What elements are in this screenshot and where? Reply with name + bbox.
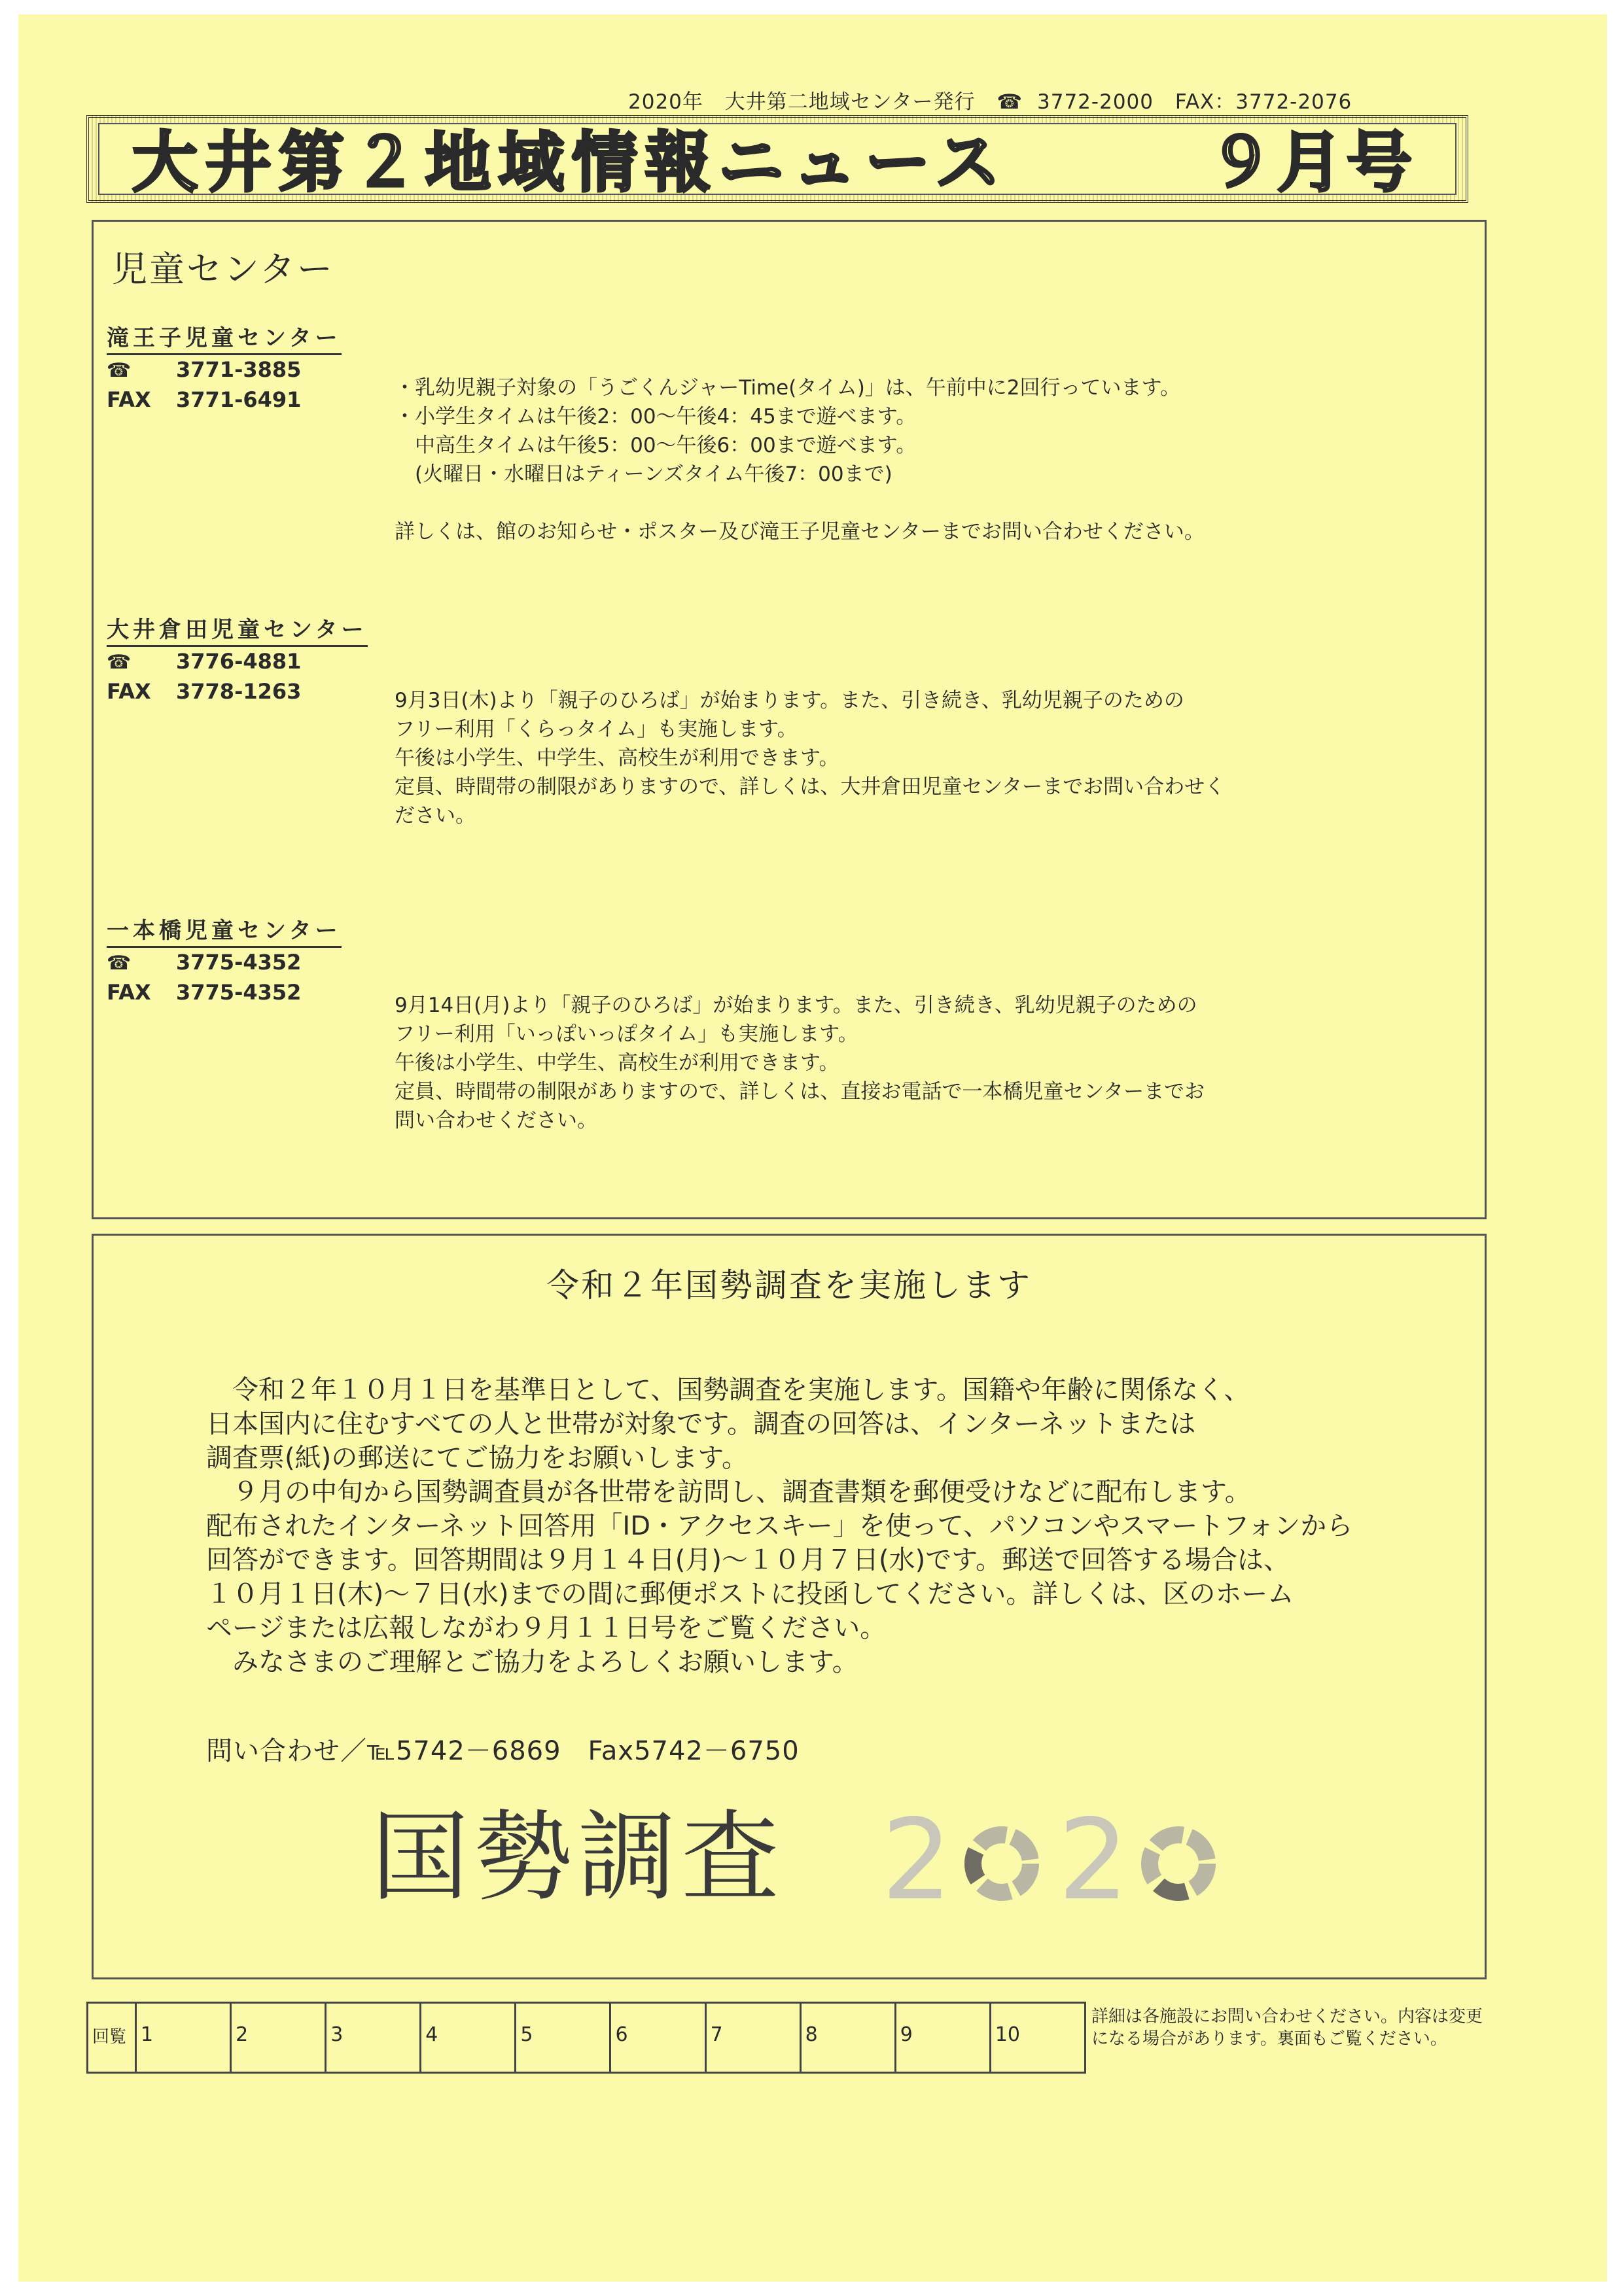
center-name: 大井倉田児童センター: [107, 612, 368, 647]
publisher-name: 大井第二地域センター発行: [724, 90, 976, 114]
publish-year: 2020年: [628, 90, 703, 114]
publisher-phone: 3772-2000: [1037, 90, 1154, 114]
circulation-slot: 6: [610, 2003, 705, 2073]
center-fax: FAX 3778-1263: [107, 679, 302, 704]
census-2020-logo: [371, 1796, 1379, 1925]
issue-label: ９月号: [1208, 124, 1416, 201]
newsletter-title: 大井第２地域情報ニュース: [132, 124, 1008, 201]
census-logo-text: 国勢調査: [371, 1801, 785, 1915]
publisher-line: [628, 85, 1381, 114]
circulation-slot: 8: [800, 2003, 895, 2073]
center-tel: ☎ 3775-4352: [107, 950, 302, 975]
phone-icon: ☎: [997, 90, 1023, 114]
circulation-slot: 3: [326, 2003, 421, 2073]
phone-icon: ☎: [107, 651, 132, 674]
title-banner-inner: [98, 123, 1456, 201]
circulation-head: 回覧: [88, 2003, 136, 2073]
logo-digit: 2: [881, 1796, 953, 1925]
phone-icon: ☎: [107, 952, 132, 975]
center-tel: ☎ 3771-3885: [107, 357, 302, 382]
section-title: 児童センター: [112, 249, 334, 290]
title-banner: [86, 115, 1468, 203]
circulation-row: [88, 2003, 1086, 2073]
census-heading: 令和２年国勢調査を実施します: [546, 1266, 1032, 1304]
circulation-slot: 2: [231, 2003, 326, 2073]
circulation-slot: 10: [990, 2003, 1085, 2073]
circulation-slot: 9: [895, 2003, 990, 2073]
census-logo-year: [881, 1796, 1379, 1925]
circulation-slot: 5: [516, 2003, 610, 2073]
publisher-fax: FAX：3772-2076: [1174, 90, 1352, 114]
center-fax: FAX 3771-6491: [107, 387, 302, 412]
circulation-slot: 1: [136, 2003, 231, 2073]
children-center-section: [92, 220, 1487, 1219]
center-description: 9月3日(木)より「親子のひろば」が始まります。また、引き続き、乳幼児親子のための フリー利用「くらっタイム」も実施します。 午後は小学生、中学生、高校生が利用できます。 定員、時間帯の制限がありますので、詳しくは、大井倉田児童センターまでお問い合わせく ださい。: [395, 689, 1226, 827]
center-fax: FAX 3775-4352: [107, 980, 302, 1005]
census-contact: 問い合わせ／℡5742－6869 Fax5742－6750: [206, 1736, 800, 1766]
circulation-slot: 7: [705, 2003, 800, 2073]
center-name: 滝王子児童センター: [107, 320, 342, 355]
census-section: [92, 1234, 1487, 1979]
census-body: 令和２年１０月１日を基準日として、国勢調査を実施します。国籍や年齢に関係なく、 日本国内に住むすべての人と世帯が対象です。調査の回答は、インターネットまたは 調査票(紙)の郵送にてご協力をお願いします。 ９月の中旬から国勢調査員が各世帯を訪問し、調査書類を郵便受けなどに配布します。 配布されたインターネット回答用「ID・アクセスキー」を使って、パソコンやスマートフォンから 回答ができます。回答期間は９月１４日(月)～１０月７日(水)です。郵送で回答する場合は、 １０月１日(木)～７日(水)までの間に郵便ポストに投函してください。詳しくは、区のホーム ページまたは広報しながわ９月１１日号をご覧ください。 みなさまのご理解とご協力をよろしくお願いします。: [206, 1375, 1353, 1677]
center-tel: ☎ 3776-4881: [107, 649, 302, 674]
circulation-note: 詳細は各施設にお問い合わせください。内容は変更になる場合があります。裏面もご覧ください。: [1091, 2007, 1483, 2049]
ring-icon: [1139, 1824, 1218, 1903]
center-description: 9月14日(月)より「親子のひろば」が始まります。また、引き続き、乳幼児親子のための フリー利用「いっぽいっぽタイム」も実施します。 午後は小学生、中学生、高校生が利用できます。 定員、時間帯の制限がありますので、詳しくは、直接お電話で一本橋児童センターまでお 問い合わせください。: [395, 994, 1205, 1132]
center-description: ・乳幼児親子対象の「うごくんジャーTime(タイム)」は、午前中に2回行っています。 ・小学生タイムは午後2：00～午後4：45まで遊べます。 中高生タイムは午後5：00～午後6：00まで遊べます。 (火曜日・水曜日はティーンズタイム午後7：00まで) 詳しくは、館のお知らせ・ポスター及び滝王子児童センターまでお問い合わせください。: [395, 376, 1205, 544]
circulation-table: [86, 2002, 1086, 2074]
logo-digit: 2: [1058, 1796, 1129, 1925]
circulation-slot: 4: [421, 2003, 516, 2073]
center-name: 一本橋児童センター: [107, 913, 342, 948]
phone-icon: ☎: [107, 359, 132, 382]
ring-icon: [962, 1824, 1041, 1903]
